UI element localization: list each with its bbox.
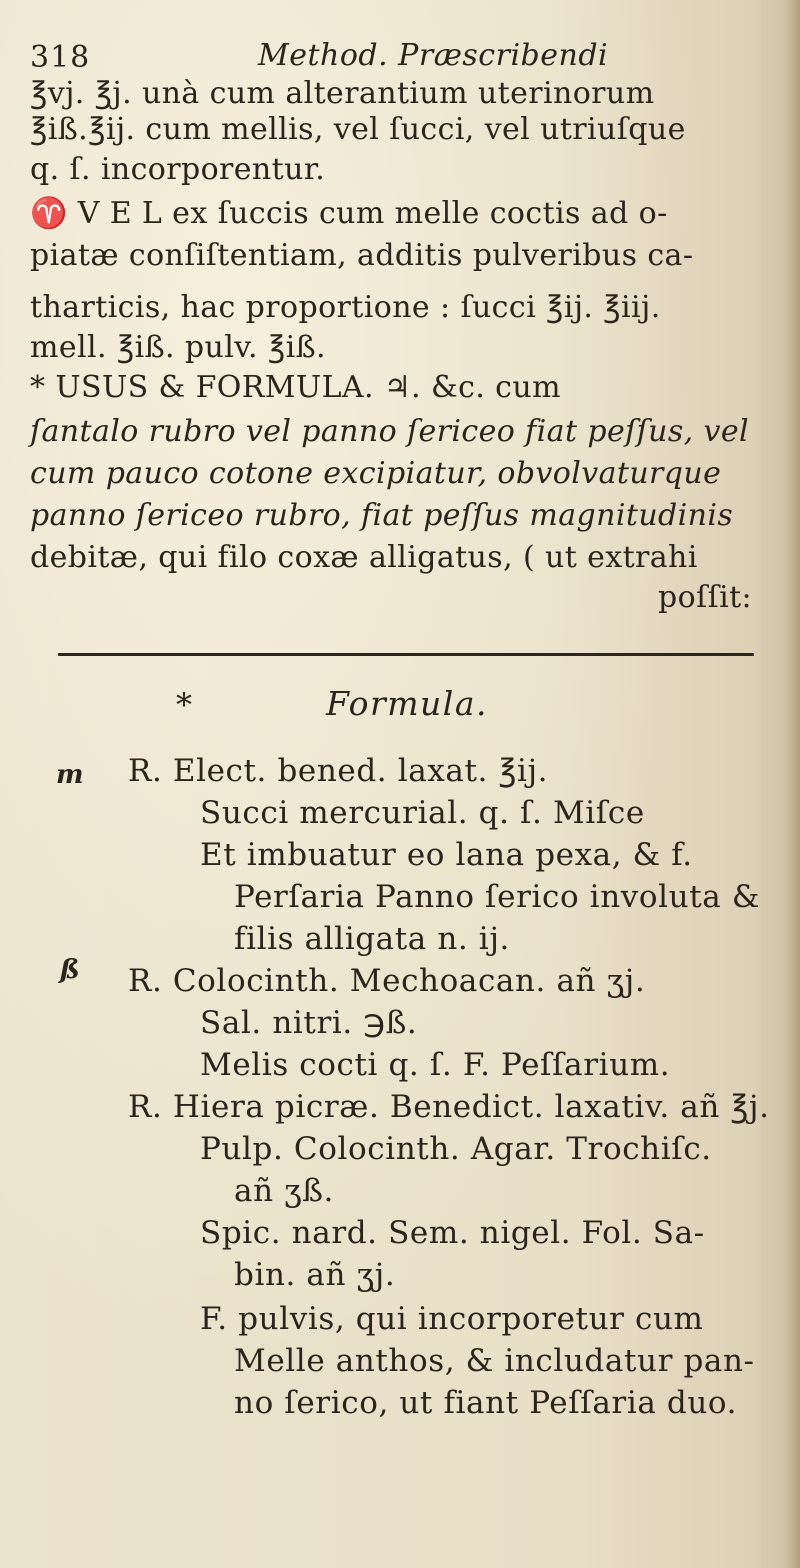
recipe-line: R. Colocinth. Mechoacan. añ ʒj. (128, 963, 646, 999)
recipe-line: añ ʒß. (234, 1173, 334, 1209)
recipe-line: Melis cocti q. ſ. F. Peſſarium. (200, 1047, 671, 1083)
text-line: poſſit: (658, 580, 753, 615)
recipe-line: F. pulvis, qui incorporetur cum (200, 1301, 704, 1337)
text-line: ſantalo rubro vel panno ſericeo fiat peſſus, vel (30, 414, 749, 449)
margin-marker: m (56, 760, 84, 790)
text-line: debitæ, qui filo coxæ alligatus, ( ut extrahi (30, 540, 698, 575)
text-line: tharticis, hac proportione : ſucci ℥ij. ℥iij. (30, 290, 661, 325)
margin-marker: ß (60, 955, 80, 985)
asterisk-mark: * (176, 686, 192, 724)
recipe-line: Pulp. Colocinth. Agar. Trochiſc. (200, 1131, 712, 1167)
text-line: cum pauco cotone excipiatur, obvolvaturque (30, 456, 722, 491)
recipe-line: Et imbuatur eo lana pexa, & f. (200, 837, 693, 873)
text-line: panno ſericeo rubro, fiat peſſus magnitudinis (30, 498, 734, 533)
recipe-line: Sal. nitri. ℈ß. (200, 1005, 418, 1041)
usus-formula-line: * USUS & FORMULA. ♃. &c. cum (30, 370, 561, 405)
recipe-line: Spic. nard. Sem. nigel. Fol. Sa- (200, 1215, 705, 1251)
recipe-line: Succi mercurial. q. ſ. Miſce (200, 795, 645, 831)
text-line: ℥iß.℥ij. cum mellis, vel ſucci, vel utriuſque (30, 112, 686, 147)
text-line: q. ſ. incorporentur. (30, 152, 326, 187)
running-head: Method. Præscribendi (258, 38, 609, 73)
recipe-line: bin. añ ʒj. (234, 1257, 396, 1293)
text-line: ♈ V E L ex ſuccis cum melle coctis ad o- (30, 196, 668, 231)
recipe-line: R. Elect. bened. laxat. ℥ij. (128, 753, 549, 789)
recipe-line: R. Hiera picræ. Benedict. laxativ. añ ℥j. (128, 1089, 770, 1125)
recipe-line: filis alligata n. ij. (234, 921, 510, 957)
text-line: mell. ℥iß. pulv. ℥iß. (30, 330, 326, 365)
recipe-line: Perſaria Panno ſerico involuta & (234, 879, 761, 915)
text-line: ℥vj. ℥j. unà cum alterantium uterinorum (30, 76, 655, 111)
recipe-line: Melle anthos, & includatur pan- (234, 1343, 755, 1379)
page-number: 318 (30, 40, 91, 75)
formula-title: Formula. (326, 684, 488, 723)
recipe-line: no ſerico, ut fiant Peſſaria duo. (234, 1385, 738, 1421)
text-line: piatæ conſiſtentiam, additis pulveribus ca- (30, 238, 694, 273)
